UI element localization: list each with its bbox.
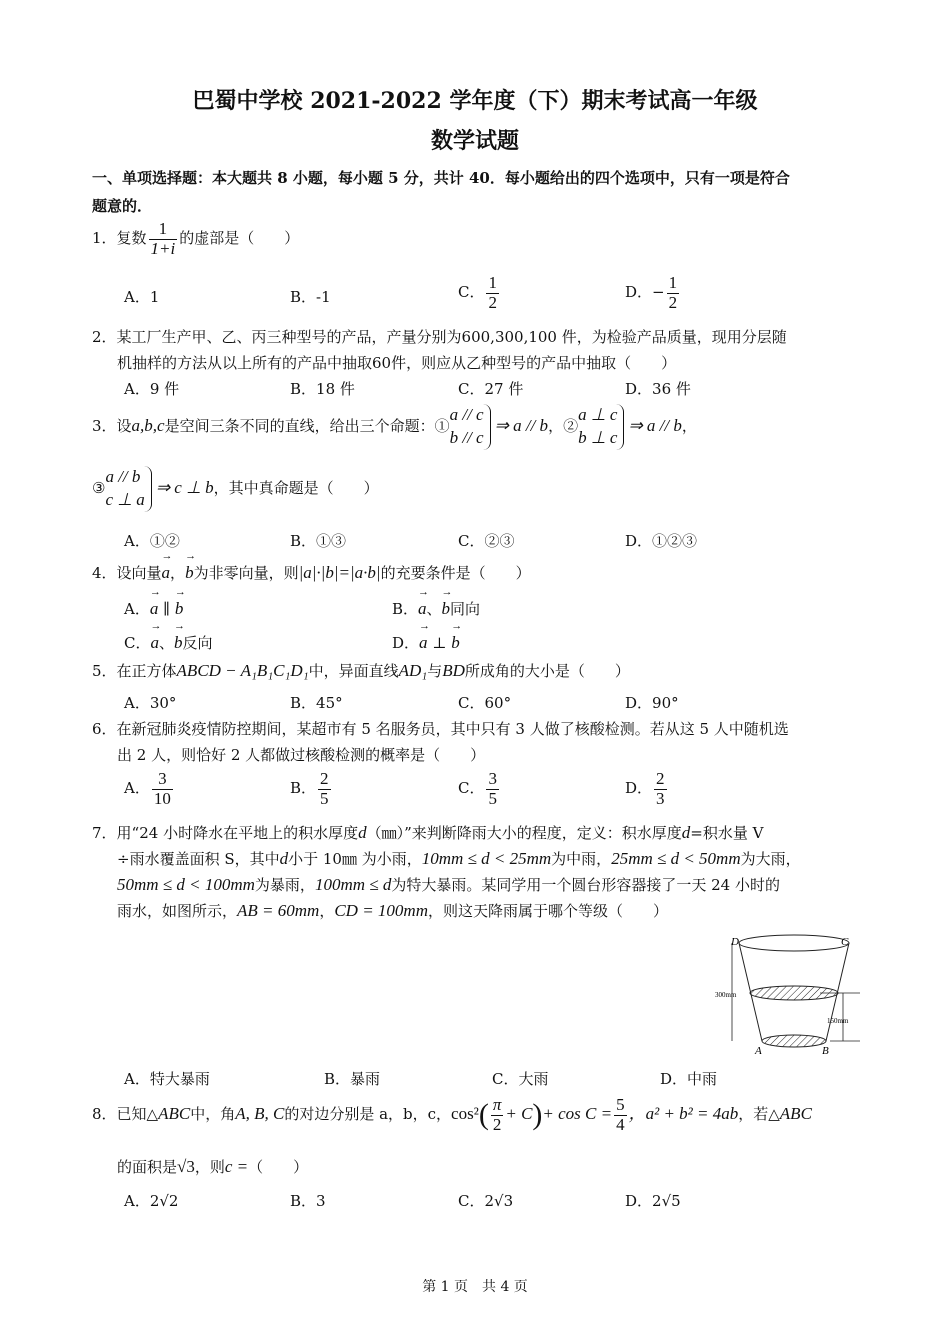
q6-option-a <box>124 770 175 808</box>
q1-d-fraction <box>667 274 680 312</box>
top-ellipse <box>739 935 849 951</box>
section-heading-line1: 一、单项选择题：本大题共 8 小题，每小题 5 分，共计 40．每小题给出的四个选项中，只有一项是符合 <box>92 169 790 187</box>
q7-l1-e: =积水量 V <box>690 824 764 842</box>
q8-rhs-fraction <box>614 1096 627 1134</box>
q8-pre: 8．已知△ <box>92 1105 159 1124</box>
q3-p1-result: ⇒ a // b <box>494 415 549 435</box>
q3-p3-result: ⇒ c ⊥ b <box>155 477 214 497</box>
q7-option-b: B．暴雨 <box>324 1070 381 1088</box>
q5-cube: ABCD − A₁B₁C₁D₁ <box>176 661 309 680</box>
q4-option-d <box>392 632 460 653</box>
q7-l2-f: 25mm ≤ d < 50mm <box>611 849 741 868</box>
label-300mm: 300mm <box>715 991 737 999</box>
q4-a-vec-a: → a <box>150 599 159 619</box>
question-5 <box>92 660 630 681</box>
q3-sep: ，② <box>548 416 579 435</box>
q4-post: 的充要条件是（ ） <box>380 564 531 582</box>
q3-p2-top: a ⊥ c <box>578 405 618 424</box>
q7-l1-a: 7．用“24 小时降水在平地上的积水厚度 <box>92 824 359 842</box>
label-b: B <box>822 1045 829 1057</box>
q3-p3-bot: c ⊥ a <box>105 489 145 509</box>
q4-c-vec-a: → a <box>150 633 159 653</box>
q8-option-d: D．2√5 <box>625 1192 681 1210</box>
q8-option-c: C．2√3 <box>458 1192 514 1210</box>
q4-d-rel: ⊥ <box>432 634 447 652</box>
q6-option-c <box>458 770 501 808</box>
q5-pre: 5．在正方体 <box>92 662 177 680</box>
q5-option-c: C．60° <box>458 694 512 712</box>
q8-cond: ，a² + b² = 4ab <box>628 1104 739 1124</box>
q8-l2-b: ，则 <box>194 1158 225 1176</box>
q7-l4-sep: ， <box>319 902 335 920</box>
q4-b-vec-b: → b <box>442 599 451 619</box>
q4-vec-a: → a <box>162 563 171 583</box>
q7-l1-d: d <box>358 823 367 842</box>
q3-vars: a,b,c <box>131 415 165 435</box>
q3-tail: ，其中真命题是（ ） <box>213 478 379 497</box>
section-heading-line2: 题意的． <box>92 197 153 215</box>
q3-premise-1 <box>450 404 491 450</box>
q7-l1-b: （㎜）”来判断降雨大小的程度，定义：积水厚度 <box>366 824 682 842</box>
q4-b-vec-a: → a <box>418 599 427 619</box>
q5-option-a: A．30° <box>124 694 177 712</box>
q8-rhs-num: 5 <box>616 1095 625 1114</box>
q1-option-a: A．1 <box>124 288 160 306</box>
q6-a-fraction <box>152 770 173 808</box>
q6-b-den: 5 <box>320 788 329 808</box>
q7-l4-b: ，则这天降雨属于哪个等级（ ） <box>427 902 668 920</box>
exam-title: 巴蜀中学校 2021-2022 学年度（下）期末考试高一年级 <box>192 88 758 114</box>
q8-option-a: A．2√2 <box>124 1192 179 1210</box>
q7-l1-c: d <box>681 823 691 842</box>
question-2-line2: 机抽样的方法从以上所有的产品中抽取60件，则应从乙种型号的产品中抽取（ ） <box>117 354 677 372</box>
q8-option-b: B．3 <box>290 1192 326 1210</box>
q7-option-a: A．特大暴雨 <box>124 1070 210 1088</box>
q7-l2-g: 为大雨， <box>740 850 801 868</box>
q6-a-num: 3 <box>152 770 173 790</box>
q3-mid: 是空间三条不同的直线，给出三个命题：① <box>164 416 450 435</box>
q5-post: 所成角的大小是（ ） <box>464 662 630 680</box>
q8-pi-den: 2 <box>492 1114 502 1134</box>
q4-c-rel: 、 <box>158 634 174 652</box>
q1-post: 的虚部是（ ） <box>179 229 300 248</box>
q1-c-den: 2 <box>488 292 497 312</box>
q8-c-eq: c = <box>224 1157 249 1176</box>
q6-c-den: 5 <box>488 788 497 808</box>
q4-a-vec-b: → b <box>175 599 184 619</box>
q8-l2-c: （ ） <box>248 1158 309 1176</box>
question-6-line2: 出 2 人，则恰好 2 人都做过核酸检测的概率是（ ） <box>117 746 486 764</box>
q1-c-fraction <box>486 274 499 312</box>
q4-d-vec-b: → b <box>451 633 460 653</box>
q6-b-num: 2 <box>320 769 329 788</box>
question-7-line1 <box>92 822 763 843</box>
q5-line2: BD <box>442 661 465 680</box>
frustum-figure <box>715 930 865 1060</box>
q3-p1-bot: b // c <box>449 427 484 447</box>
q1-option-c <box>458 274 501 312</box>
q4-vec-b: → b <box>185 563 194 583</box>
q6-d-fraction <box>654 770 667 808</box>
q3-premise-3 <box>105 466 151 512</box>
q4-c-vec-b: → b <box>174 633 183 653</box>
q4-condition: |a|·|b|=|a·b| <box>298 563 381 582</box>
q1-pre: 1．复数 <box>92 229 147 248</box>
q8-mid: 中，角 <box>190 1105 236 1124</box>
q7-l3-c: 100mm ≤ d <box>314 875 392 894</box>
q3-option-d: D．①②③ <box>625 532 698 550</box>
q8-tail: ，若△ <box>738 1105 780 1124</box>
label-d: D <box>731 936 739 948</box>
q7-l4-cd: CD = 100mm <box>334 901 428 920</box>
q6-a-label: A． <box>124 779 150 798</box>
q1-c-num: 1 <box>488 273 497 292</box>
q4-b-rel: 、 <box>426 600 442 618</box>
q8-mid2: 的对边分别是 a，b，c， <box>284 1105 452 1124</box>
q3-pre: 3．设 <box>92 416 132 435</box>
q3-premise-2 <box>578 404 624 450</box>
q4-d-vec-a: → a <box>419 633 428 653</box>
q8-rhs-den: 4 <box>616 1114 625 1134</box>
q6-c-label: C． <box>458 779 485 798</box>
q7-l4-a: 雨水，如图所示， <box>117 902 238 920</box>
q7-l3-b: 为暴雨， <box>254 876 315 894</box>
q4-option-b <box>392 598 480 619</box>
q1-c-label: C． <box>458 283 485 302</box>
q5-option-b: B．45° <box>290 694 343 712</box>
q7-l3-a: 50mm ≤ d < 100mm <box>117 875 255 894</box>
page-footer: 第 1 页 共 4 页 <box>422 1279 528 1295</box>
q7-l2-a: ÷雨水覆盖面积 S，其中 <box>117 850 280 868</box>
q8-area: √3 <box>177 1157 195 1176</box>
q7-l3-d: 为特大暴雨。某同学用一个圆台形容器接了一天 24 小时的 <box>391 876 780 894</box>
q4-b-post: 同向 <box>450 600 481 618</box>
label-a: A <box>755 1045 762 1057</box>
q3-p2-bot: b ⊥ c <box>578 427 618 447</box>
q1-frac-den: 1+i <box>150 238 176 258</box>
q6-option-b <box>290 770 333 808</box>
q4-pre: 4．设向量 <box>92 564 162 582</box>
q6-c-fraction <box>486 770 499 808</box>
q4-c-label: C． <box>124 634 151 652</box>
q6-d-den: 3 <box>656 788 665 808</box>
q8-tri: ABC <box>158 1104 191 1124</box>
q5-and: 与 <box>427 662 443 680</box>
q1-d-label: D．− <box>625 283 665 302</box>
q6-c-num: 3 <box>488 769 497 788</box>
q3-end: ， <box>681 416 697 435</box>
q1-frac-num: 1 <box>149 220 178 240</box>
q8-pi-num: π <box>492 1095 502 1114</box>
q6-d-num: 2 <box>656 769 665 788</box>
question-7-line2 <box>117 848 801 869</box>
q6-b-label: B． <box>290 779 317 798</box>
exam-subtitle: 数学试题 <box>430 128 519 154</box>
q2-option-a: A．9 件 <box>124 380 180 398</box>
q1-d-den: 2 <box>668 292 678 312</box>
q2-option-c: C．27 件 <box>458 380 524 398</box>
question-3-line2 <box>92 466 379 512</box>
q7-l2-d: d <box>279 849 289 868</box>
q7-l2-b: 小于 10㎜ 为小雨， <box>288 850 422 868</box>
q7-option-d: D．中雨 <box>660 1070 718 1088</box>
q1-d-num: 1 <box>668 273 678 292</box>
question-3-line1 <box>92 404 697 450</box>
q7-l4-ab: AB = 60mm <box>237 901 320 920</box>
label-c: C <box>841 936 849 948</box>
label-150mm: 150mm <box>827 1017 849 1025</box>
question-6-line1: 6．在新冠肺炎疫情防控期间，某超市有 5 名服务员，其中只有 3 人做了核酸检测。若从这 5 人中随机选 <box>92 720 789 738</box>
q6-d-label: D． <box>625 779 653 798</box>
question-7-line4 <box>117 900 668 921</box>
q8-cos2: + cos C = <box>542 1104 613 1124</box>
q4-a-label: A． <box>124 600 150 618</box>
q2-option-d: D．36 件 <box>625 380 691 398</box>
question-1 <box>92 220 299 258</box>
q3-p3-top: a // b <box>105 467 141 486</box>
q8-l2-a: 的面积是 <box>117 1158 178 1176</box>
q8-pi-fraction <box>491 1096 504 1134</box>
q5-option-d: D．90° <box>625 694 679 712</box>
q8-tri2: ABC <box>779 1104 812 1124</box>
q4-c-post: 反向 <box>182 634 213 652</box>
q3-option-a: A．①② <box>124 532 180 550</box>
q1-option-d <box>625 274 681 312</box>
q3-p1-top: a // c <box>449 405 484 424</box>
question-2-line1: 2．某工厂生产甲、乙、丙三种型号的产品，产量分别为600,300,100 件，为检验产品质量，现用分层随 <box>92 328 787 346</box>
q3-p2-result: ⇒ a // b <box>628 415 682 435</box>
question-4 <box>92 562 531 583</box>
q4-b-label: B． <box>392 600 419 618</box>
q1-option-b: B．-1 <box>290 288 331 306</box>
bottom-ellipse <box>762 1035 826 1047</box>
q8-cos-pre: cos² <box>451 1104 479 1124</box>
q4-option-c <box>124 632 213 653</box>
question-8-line1: 8．已知△ABC中，角A, B, C的对边分别是 a，b，c，cos²( $\frac{\pi}{2}$ + C)+ cos C = $\frac{5}{4}$ ，a² + b² = 4ab，若△ABC <box>92 1095 812 1134</box>
q4-mid: 为非零向量，则 <box>193 564 299 582</box>
q4-d-label: D． <box>392 634 420 652</box>
q6-a-den: 10 <box>153 788 171 808</box>
q8-cos-post: + C <box>505 1104 533 1124</box>
q5-mid: 中，异面直线 <box>308 662 399 680</box>
q6-option-d <box>625 770 669 808</box>
q3-option-b: B．①③ <box>290 532 347 550</box>
q5-line1: AD₁ <box>398 661 428 680</box>
q7-l2-e: 为中雨， <box>551 850 612 868</box>
q7-l2-c: 10mm ≤ d < 25mm <box>421 849 552 868</box>
q1-fraction <box>149 220 178 258</box>
question-7-line3 <box>117 874 780 895</box>
q8-angles: A, B, C <box>235 1104 285 1124</box>
q3-option-c: C．②③ <box>458 532 515 550</box>
q4-a-rel: ∥ <box>163 600 171 618</box>
q2-option-b: B．18 件 <box>290 380 355 398</box>
question-8-line2 <box>117 1156 308 1177</box>
q7-option-c: C．大雨 <box>492 1070 549 1088</box>
q4-option-a <box>124 598 183 619</box>
q6-b-fraction <box>318 770 331 808</box>
q3-p3-label: ③ <box>92 478 106 497</box>
q4-sep: ， <box>170 564 186 582</box>
